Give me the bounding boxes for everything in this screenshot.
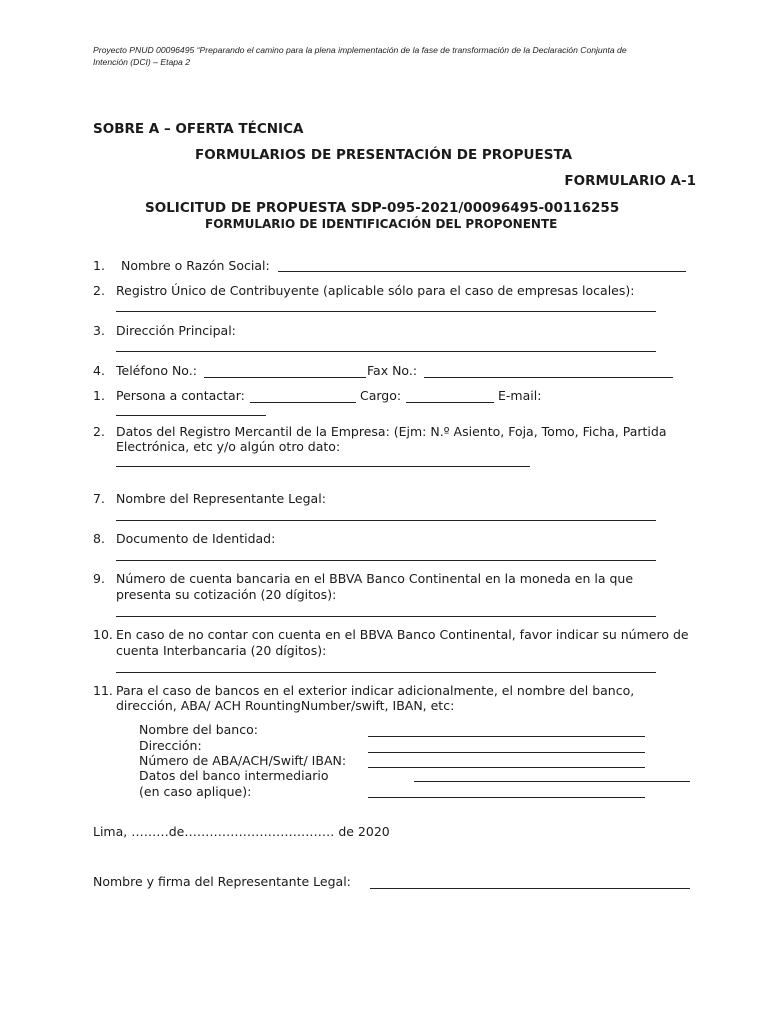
telefono-field[interactable] — [204, 377, 366, 378]
contacto-field[interactable] — [250, 402, 356, 403]
item-5-label: Persona a contactar: — [116, 388, 245, 403]
solicitud-title: SOLICITUD DE PROPUESTA SDP-095-2021/00096495-00116255 — [145, 200, 620, 216]
item-6-line-2: Electrónica, etc y/o algún otro dato: — [116, 439, 341, 454]
item-4-label: Teléfono No.: — [116, 363, 197, 378]
item-10-line-2: cuenta Interbancaria (20 dígitos): — [116, 643, 327, 658]
sobre-title: SOBRE A – OFERTA TÉCNICA — [93, 121, 304, 137]
item-8-label: Documento de Identidad: — [116, 531, 276, 546]
bank-name-label: Nombre del banco: — [139, 722, 258, 737]
cargo-label: Cargo: — [360, 388, 402, 403]
email-field[interactable] — [116, 415, 266, 416]
item-6-line-1: Datos del Registro Mercantil de la Empresa: (Ejm: N.º Asiento, Foja, Tomo, Ficha, Partida — [116, 424, 667, 439]
item-2-number: 2. — [93, 283, 105, 298]
item-6-number: 2. — [93, 424, 105, 439]
bank-address-field[interactable] — [368, 752, 645, 753]
item-4-number: 4. — [93, 363, 105, 378]
email-label: E-mail: — [498, 388, 542, 403]
item-5-number: 1. — [93, 388, 105, 403]
item-10-number: 10. — [93, 627, 113, 642]
signature-field[interactable] — [370, 888, 690, 889]
item-7-label: Nombre del Representante Legal: — [116, 491, 326, 506]
razon-social-field[interactable] — [278, 271, 686, 272]
header-line-2: Intención (DCI) – Etapa 2 — [93, 57, 190, 67]
item-3-number: 3. — [93, 323, 105, 338]
bank-intermediary-field[interactable] — [414, 781, 690, 782]
formularios-title: FORMULARIOS DE PRESENTACIÓN DE PROPUESTA — [195, 147, 573, 163]
header-line-1: Proyecto PNUD 00096495 “Preparando el camino para la plena implementación de la fase de transformación de la Declaración Conjunta de — [93, 45, 627, 55]
item-9-line-2: presenta su cotización (20 dígitos): — [116, 587, 337, 602]
item-9-line-1: Número de cuenta bancaria en el BBVA Banco Continental en la moneda en la que — [116, 571, 634, 586]
bank-codes-label: Número de ABA/ACH/Swift/ IBAN: — [139, 753, 347, 768]
formulario-number: FORMULARIO A-1 — [564, 173, 696, 189]
bank-intermediary-label: Datos del banco intermediario — [139, 768, 329, 783]
item-7-number: 7. — [93, 491, 105, 506]
direccion-field[interactable] — [116, 351, 656, 352]
cargo-field[interactable] — [406, 402, 494, 403]
item-11-number: 11. — [93, 683, 113, 698]
identificacion-title: FORMULARIO DE IDENTIFICACIÓN DEL PROPONENTE — [205, 217, 558, 231]
documento-field[interactable] — [116, 560, 656, 561]
fax-label: Fax No.: — [367, 363, 418, 378]
bank-codes-field[interactable] — [368, 767, 645, 768]
bank-intermediary-label-2: (en caso aplique): — [139, 784, 252, 799]
item-10-line-1: En caso de no contar con cuenta en el BBVA Banco Continental, favor indicar su número de — [116, 627, 689, 642]
bank-address-label: Dirección: — [139, 738, 202, 753]
item-9-number: 9. — [93, 571, 105, 586]
item-1-number: 1. — [93, 258, 105, 273]
representante-field[interactable] — [116, 520, 656, 521]
item-11-line-2: dirección, ABA/ ACH RountingNumber/swift, IBAN, etc: — [116, 698, 455, 713]
cuenta-interbancaria-field[interactable] — [116, 672, 656, 673]
item-3-label: Dirección Principal: — [116, 323, 236, 338]
item-11-line-1: Para el caso de bancos en el exterior indicar adicionalmente, el nombre del banco, — [116, 683, 635, 698]
bank-name-field[interactable] — [368, 736, 645, 737]
item-8-number: 8. — [93, 531, 105, 546]
date-line: Lima, ………de……………………………… de 2020 — [93, 824, 390, 839]
cuenta-bancaria-field[interactable] — [116, 616, 656, 617]
ruc-field[interactable] — [116, 311, 656, 312]
item-1-label: Nombre o Razón Social: — [121, 258, 270, 273]
bank-intermediary-field-2[interactable] — [368, 797, 645, 798]
registro-mercantil-field[interactable] — [116, 466, 530, 467]
item-2-label: Registro Único de Contribuyente (aplicable sólo para el caso de empresas locales): — [116, 283, 635, 298]
fax-field[interactable] — [424, 377, 673, 378]
signature-label: Nombre y firma del Representante Legal: — [93, 874, 351, 889]
